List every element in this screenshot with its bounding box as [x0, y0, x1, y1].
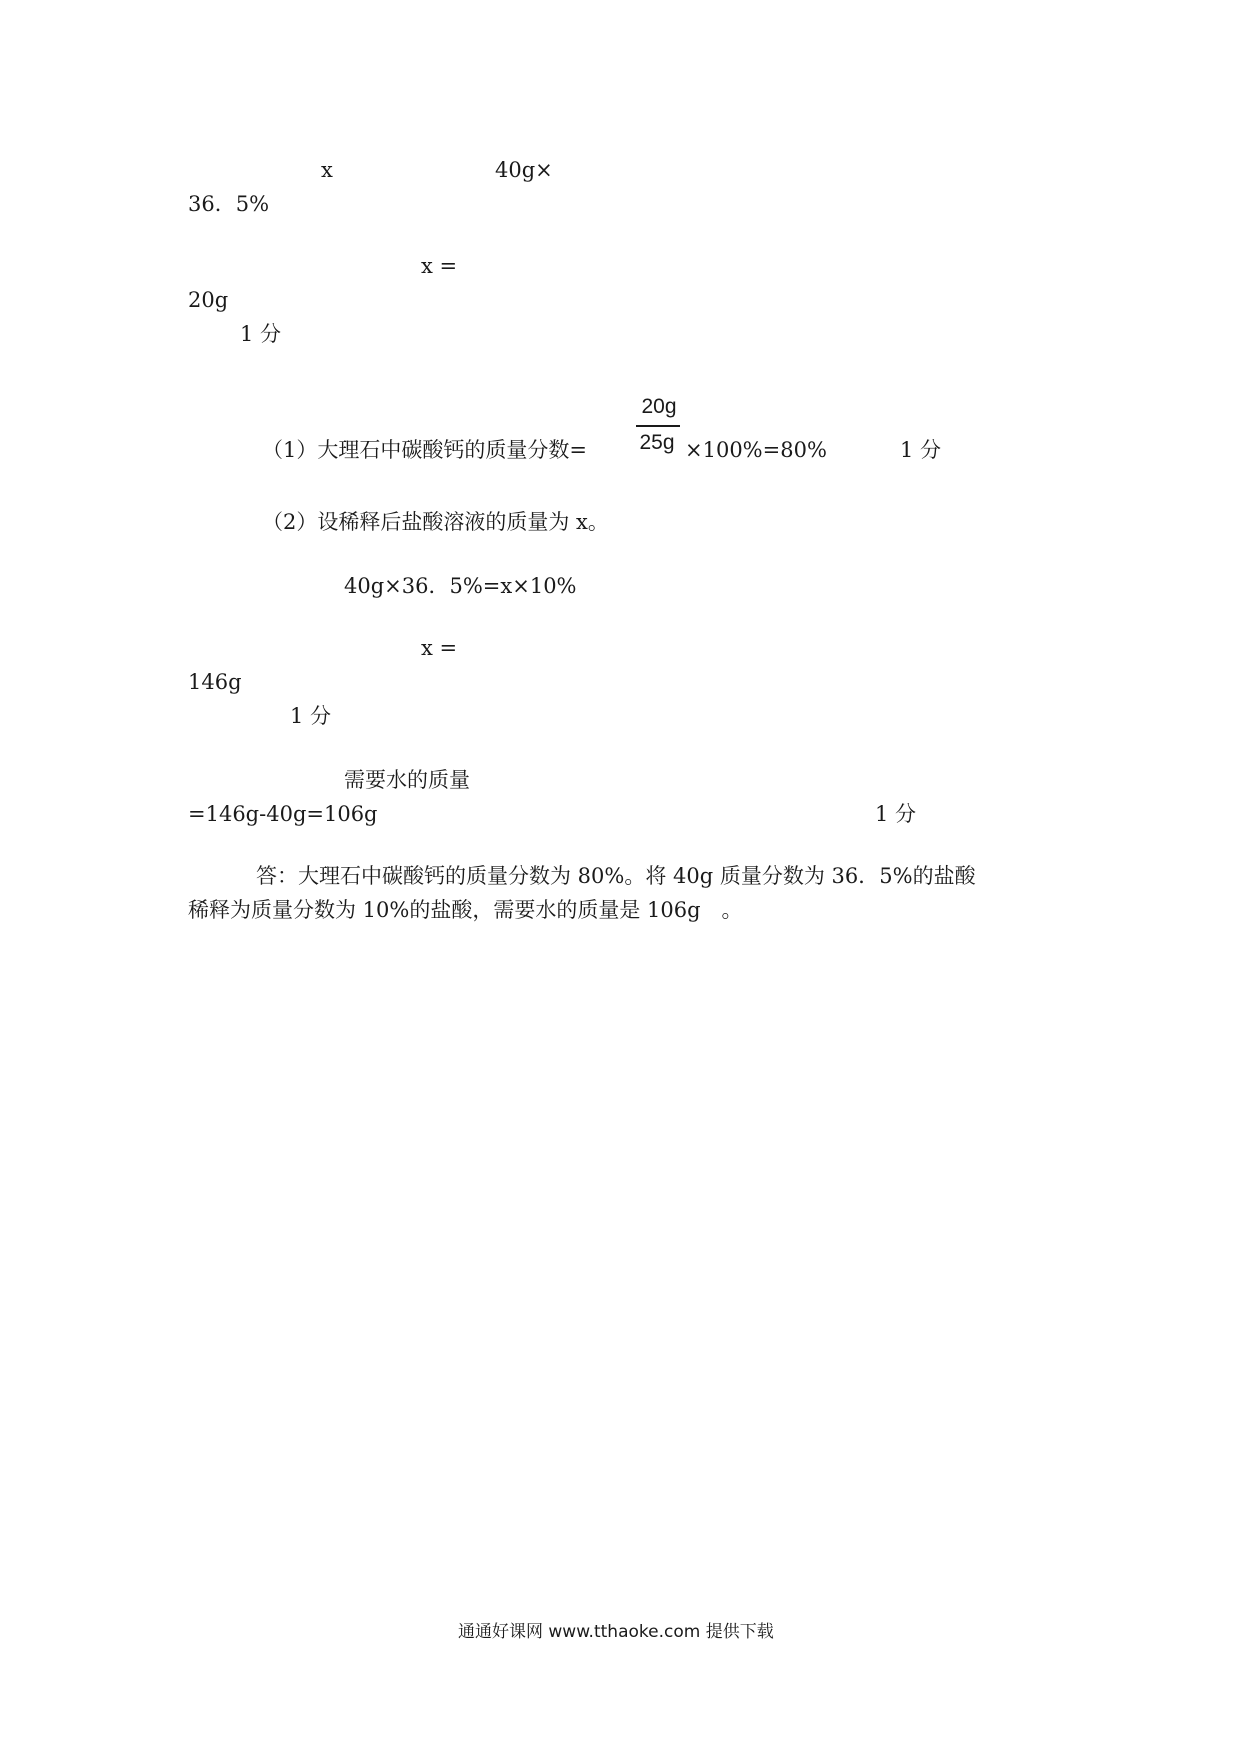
fraction-denominator: 25g	[639, 431, 675, 454]
equation-line: 40g×36．5%=x×10%	[344, 574, 577, 598]
score-label: 1 分	[875, 802, 917, 826]
question-1-result: ×100%=80%	[685, 438, 827, 462]
fraction-numerator: 20g	[641, 395, 677, 418]
equation-line: 20g	[188, 288, 229, 312]
equation-line: 36．5%	[188, 192, 270, 216]
equation-line: x =	[421, 636, 458, 660]
question-2-line: （2）设稀释后盐酸溶液的质量为 x。	[262, 510, 609, 534]
equation-line: 需要水的质量	[344, 768, 470, 792]
equation-line: x	[321, 158, 333, 182]
equation-line: 146g	[188, 670, 242, 694]
score-label: 1 分	[290, 704, 332, 728]
equation-line: x =	[421, 254, 458, 278]
equation-line: =146g-40g=106g	[188, 802, 378, 826]
score-label: 1 分	[240, 322, 282, 346]
footer-text: 通通好课网 www.tthaoke.com 提供下载	[458, 1622, 774, 1642]
score-label: 1 分	[900, 438, 942, 462]
question-1-line: （1）大理石中碳酸钙的质量分数=	[262, 438, 587, 462]
answer-line: 答：大理石中碳酸钙的质量分数为 80%。将 40g 质量分数为 36．5%的盐酸	[256, 864, 976, 888]
answer-line: 稀释为质量分数为 10%的盐酸，需要水的质量是 106g 。	[188, 898, 743, 922]
fraction-bar	[636, 425, 680, 427]
equation-line: 40g×	[495, 158, 553, 182]
